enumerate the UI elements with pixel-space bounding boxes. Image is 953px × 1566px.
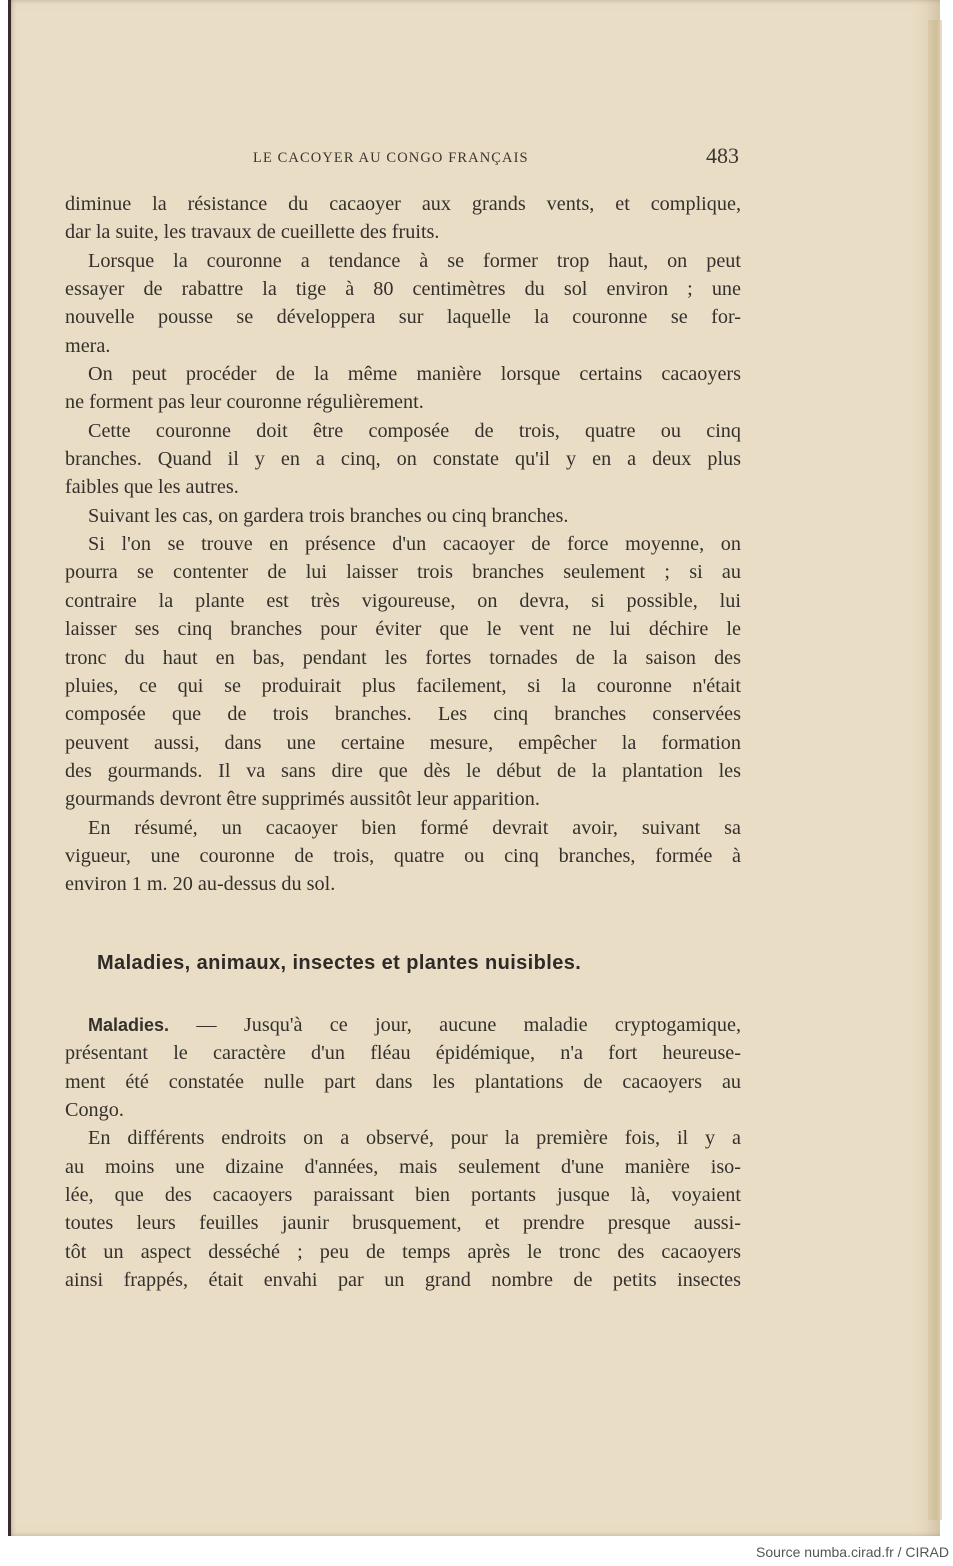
text-line (65, 1238, 741, 1266)
line-text: composée que de trois branches. Les cinq branches conservées (65, 703, 741, 726)
text-line (65, 445, 741, 473)
text-line (65, 247, 741, 275)
text-line (65, 870, 741, 898)
line-text: diminue la résistance du cacaoyer aux grands vents, et complique, (65, 193, 741, 215)
text-line (65, 1039, 741, 1067)
text-line (65, 332, 741, 360)
line-text: environ 1 m. 20 au-dessus du sol. (65, 873, 336, 896)
text-line (65, 1096, 741, 1124)
line-text: tronc du haut en bas, pendant les fortes tornades de la saison des (65, 646, 741, 669)
text-line (65, 1153, 741, 1181)
text-line (65, 275, 741, 303)
line-text: ment été constatée nulle part dans les plantations de cacaoyers au (65, 1070, 741, 1093)
section-heading: Maladies, animaux, insectes et plantes nuisibles. (97, 952, 582, 974)
line-text: contraire la plante est très vigoureuse, on devra, si possible, lui (65, 589, 741, 612)
page-edge (928, 20, 942, 1520)
text-line (65, 785, 741, 813)
runin-heading: Maladies. (88, 1015, 170, 1035)
line-text: ainsi frappés, était envahi par un grand nombre de petits insectes (65, 1269, 741, 1292)
text-line (65, 700, 741, 728)
body-text-section-2 (65, 1011, 741, 1294)
body-text-section-1 (65, 190, 741, 899)
line-text: nouvelle pousse se développera sur laquelle la couronne se for- (65, 306, 741, 329)
text-line (65, 473, 741, 501)
line-text: Congo. (65, 1099, 124, 1122)
text-line (65, 502, 741, 530)
text-line (65, 218, 741, 246)
running-head: LE CACOYER AU CONGO FRANÇAIS (253, 150, 529, 166)
text-line (65, 530, 741, 558)
line-text: En différents endroits on a observé, pour la première fois, il y a (88, 1127, 741, 1150)
line-text: Si l'on se trouve en présence d'un cacaoyer de force moyenne, on (88, 533, 741, 556)
text-line (65, 190, 741, 218)
text-line (65, 644, 741, 672)
text-line (65, 1209, 741, 1237)
text-line (65, 360, 741, 388)
text-line (65, 1266, 741, 1294)
line-text: pourra se contenter de lui laisser trois branches seulement ; si au (65, 561, 741, 584)
scanned-page (8, 0, 940, 1536)
line-text: Cette couronne doit être composée de trois, quatre ou cinq (88, 419, 741, 442)
line-text: — Jusqu'à ce jour, aucune maladie cryptogamique, (196, 1014, 741, 1036)
line-text: essayer de rabattre la tige à 80 centimètres du sol environ ; une (65, 278, 741, 301)
line-text: laisser ses cinq branches pour éviter que le vent ne lui déchire le (65, 618, 741, 641)
line-text: tôt un aspect desséché ; peu de temps après le tronc des cacaoyers (65, 1240, 741, 1263)
text-line (65, 558, 741, 586)
line-text: branches. Quand il y en a cinq, on constate qu'il y en a deux plus (65, 448, 741, 471)
line-text: On peut procéder de la même manière lorsque certains cacaoyers (88, 363, 741, 386)
page-number: 483 (706, 143, 739, 168)
text-line (65, 1068, 741, 1096)
text-line (65, 814, 741, 842)
text-line (65, 1181, 741, 1209)
line-text: faibles que les autres. (65, 476, 239, 499)
text-line (65, 729, 741, 757)
line-text: présentant le caractère d'un fléau épidémique, n'a fort heureuse- (65, 1042, 741, 1065)
book-spine (8, 0, 11, 1536)
text-line (65, 672, 741, 700)
text-line (65, 587, 741, 615)
line-text: pluies, ce qui se produirait plus facilement, si la couronne n'était (65, 674, 741, 697)
text-line (65, 1011, 741, 1039)
text-line (65, 417, 741, 445)
line-text: Suivant les cas, on gardera trois branches ou cinq branches. (88, 504, 569, 527)
line-text: vigueur, une couronne de trois, quatre ou cinq branches, formée à (65, 844, 741, 867)
line-text: dar la suite, les travaux de cueillette des fruits. (65, 221, 440, 244)
text-line (65, 388, 741, 416)
line-text: gourmands devront être supprimés aussitôt leur apparition. (65, 788, 540, 811)
line-text: mera. (65, 334, 111, 357)
text-line (65, 842, 741, 870)
text-line (65, 1124, 741, 1152)
line-text: Lorsque la couronne a tendance à se former trop haut, on peut (88, 249, 741, 272)
line-text: peuvent aussi, dans une certaine mesure, empêcher la formation (65, 731, 741, 754)
line-text: En résumé, un cacaoyer bien formé devrait avoir, suivant sa (88, 816, 741, 839)
source-credit: Source numba.cirad.fr / CIRAD (756, 1544, 949, 1560)
line-text: lée, que des cacaoyers paraissant bien portants jusque là, voyaient (65, 1184, 741, 1207)
line-text: au moins une dizaine d'années, mais seulement d'une manière iso- (65, 1155, 741, 1178)
text-line (65, 303, 741, 331)
line-text: toutes leurs feuilles jaunir brusquement, et prendre presque aussi- (65, 1212, 741, 1235)
line-text: des gourmands. Il va sans dire que dès le début de la plantation les (65, 759, 741, 782)
line-text: ne forment pas leur couronne régulièrement. (65, 391, 424, 414)
text-line (65, 757, 741, 785)
text-line (65, 615, 741, 643)
